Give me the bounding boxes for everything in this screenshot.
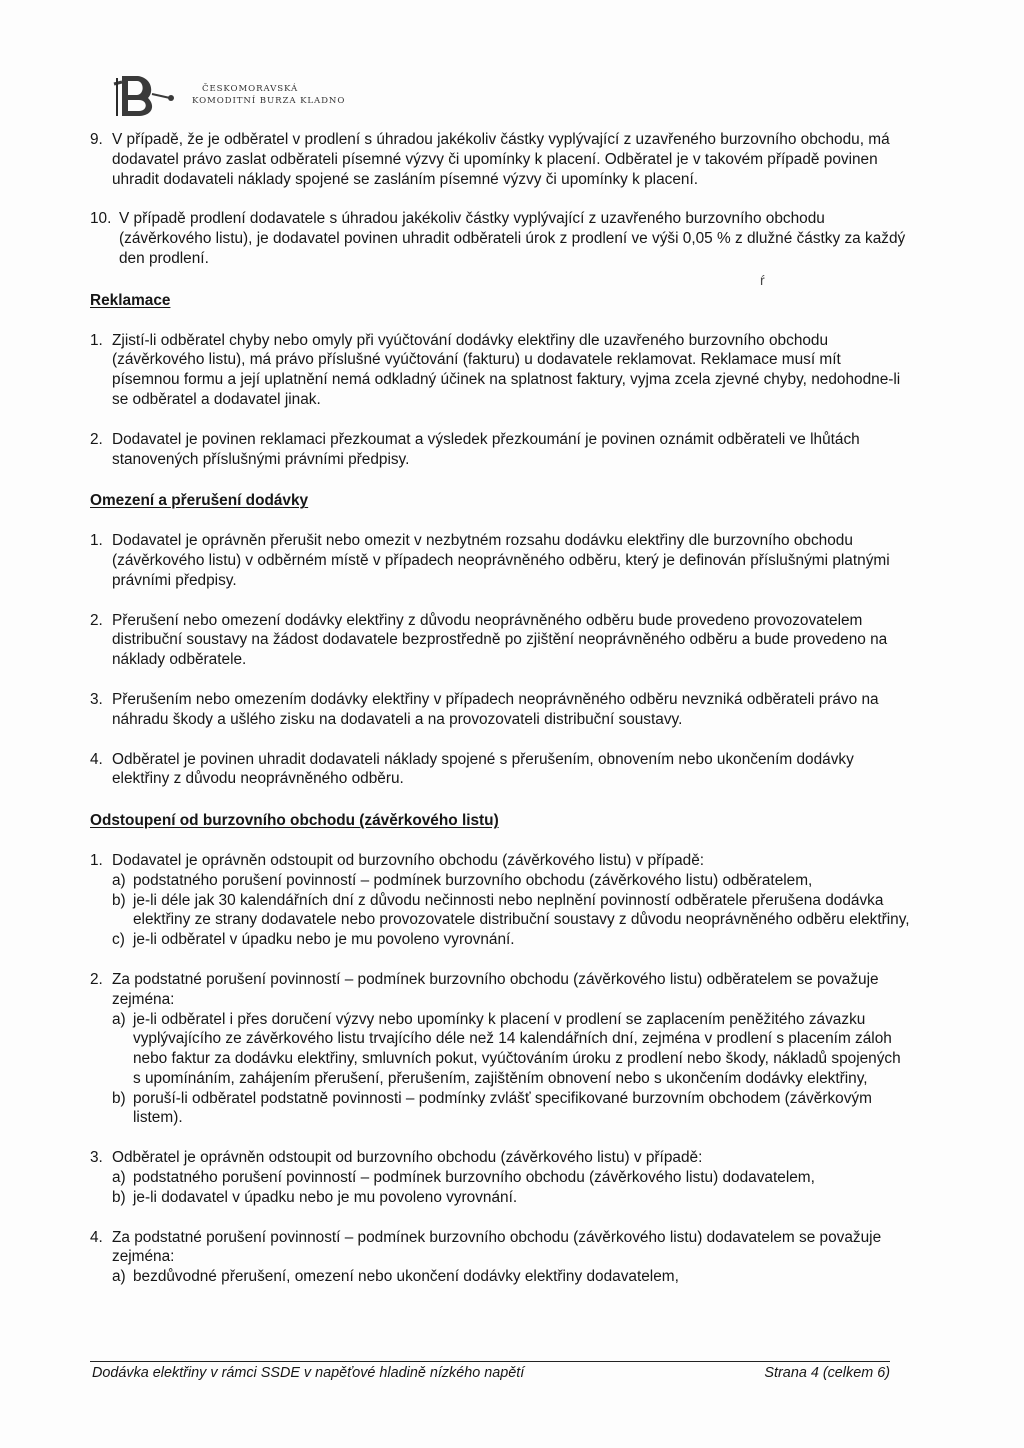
paragraph-number: 10. [90,210,112,228]
paragraph-text: V případě prodlení dodavatele s úhradou jakékoliv částky vyplývající z uzavřeného burzovního obchodu (závěrkového listu), je dodavatel povinen uhradit odběrateli úrok z prodlení ve výši 0,05 % z dlužné částky za každý den prodlení. [119,210,906,267]
omezeni-paragraph-3 [90,690,910,730]
list-text: je-li odběratel v úpadku nebo je mu povoleno vyrovnání. [133,931,515,949]
reklamace-paragraph-2 [90,430,910,470]
list-letter: b) [112,891,126,909]
paragraph-text: Odběratel je povinen uhradit dodavateli náklady spojené s přerušením, obnovením nebo ukončením dodávky elektřiny z důvodu neoprávněného odběru. [112,750,854,788]
list-item-a [112,871,910,891]
list-item-b [112,891,910,931]
list-item-a [112,1168,910,1188]
section-heading-omezeni: Omezení a přerušení dodávky [90,492,309,510]
list-item-b [112,1188,910,1208]
paragraph-text: Přerušení nebo omezení dodávky elektřiny z důvodu neoprávněného odběru bude provedeno provozovatelem distribuční soustavy na žádost dodavatele bezprostředně po zjištění neoprávněného odběru a bude provedeno na náklady odběratele. [112,611,888,669]
paragraph-text: Za podstatné porušení povinností – podmínek burzovního obchodu (závěrkového listu) odběratelem se považuje zejména: [112,970,879,1008]
paragraph-text: Zjistí-li odběratel chyby nebo omyly při vyúčtování dodávky elektřiny dle uzavřeného burzovního obchodu (závěrkového listu), má právo příslušné vyúčtování (fakturu) u dodavatele reklamovat. Reklamace musí mít písemnou formu a její uplatnění nemá odkladný účinek na splatnost faktury, vyjma zcela zjevné chyby, nedohodne-li se odběratel a dodavatel jinak. [112,331,901,408]
paragraph-text: Odběratel je oprávněn odstoupit od burzovního obchodu (závěrkového listu) v případě: [112,1149,703,1167]
list-text: podstatného porušení povinností – podmínek burzovního obchodu (závěrkového listu) odběratelem, [133,871,813,889]
paragraph-number: 3. [90,690,103,708]
paragraph-number: 2. [90,970,103,988]
paragraph-number: 1. [90,851,103,869]
section-heading-reklamace: Reklamace [90,291,171,309]
paragraph-text: V případě, že je odběratel v prodlení s úhradou jakékoliv částky vyplývající z uzavřeného burzovního obchodu, má dodavatel právo zaslat odběrateli písemné výzvy či upomínky k placení. Odběratel je v takovém případě povinen uhradit dodavateli náklady spojené se zasláním písemné výzvy či upomínky k placení. [112,131,890,188]
list-item-a [112,1267,910,1287]
list-text: je-li dodavatel v úpadku nebo je mu povoleno vyrovnání. [133,1188,518,1206]
paragraph-number: 9. [90,131,103,148]
list-text: poruší-li odběratel podstatně povinnosti – podmínky zvlášť specifikované burzovním obchodem (závěrkovým listem). [133,1089,872,1127]
paragraph-text: Přerušením nebo omezením dodávky elektřiny v případech neoprávněného odběru nevzniká odběrateli právo na náhradu škody a ušlého zisku na dodavateli a na provozovateli distribuční soustavy. [112,690,879,728]
paragraph-number: 4. [90,1228,103,1246]
list-letter: b) [112,1089,126,1107]
paragraph-number: 2. [90,611,103,629]
paragraph-number: 2. [90,430,103,448]
list-letter: a) [112,1010,126,1028]
list-letter: a) [112,1268,126,1286]
logo-line-2: KOMODITNÍ BURZA KLADNO [192,96,346,106]
paragraph-text: Dodavatel je povinen reklamaci přezkoumat a výsledek přezkoumání je povinen oznámit odběrateli ve lhůtách stanovených příslušnými právními předpisy. [112,430,860,468]
paragraph-text: Dodavatel je oprávněn odstoupit od burzovního obchodu (závěrkového listu) v případě: [112,851,705,869]
list-text: je-li déle jak 30 kalendářních dní z důvodu nečinnosti nebo neplnění povinností odběratele přerušena dodávka elektřiny ze strany dodavatele nebo provozovatele distribuční soustavy z důvodu neoprávněného odběru elektřiny, [133,891,910,929]
list-letter: a) [112,1169,126,1187]
list-letter: c) [112,931,125,949]
odstoupeni-paragraph-4 [90,1228,910,1287]
paragraph-text: Dodavatel je oprávněn přerušit nebo omezit v nezbytném rozsahu dodávku elektřiny dle burzovního obchodu (závěrkového listu) v odběrném místě v případech neoprávněného odběru, který je definován příslušnými platnými právními předpisy. [112,532,890,589]
odstoupeni-paragraph-2 [90,970,910,1128]
omezeni-paragraph-4 [90,750,910,790]
list-text: bezdůvodné přerušení, omezení nebo ukončení dodávky elektřiny dodavatelem, [133,1268,679,1286]
list-text: je-li odběratel i přes doručení výzvy nebo upomínky k placení v prodlení se zaplacením peněžitého závazku vyplývajícího ze závěrkového listu trvajícího déle než 14 kalendářních dní, zejména v prodlení s placením záloh nebo faktur za dodávku elektřiny, smluvních pokut, vyúčtováním úroku z prodlení nebo škody, nákladů spojených s upomínáním, zahájením přerušení, přerušením, zajištěním obnovení nebo s ukončením dodávky elektřiny, [133,1010,901,1087]
document-body [90,130,910,1287]
section-heading-odstoupeni: Odstoupení od burzovního obchodu (závěrkového listu) [90,812,499,830]
paragraph-text: Za podstatné porušení povinností – podmínek burzovního obchodu (závěrkového listu) dodavatelem se považuje zejména: [112,1228,882,1266]
list-letter: a) [112,871,126,889]
list-item-c [112,930,910,950]
footer-document-title: Dodávka elektřiny v rámci SSDE v napěťové hladině nízkého napětí [92,1365,525,1381]
paragraph-9 [90,130,910,189]
odstoupeni-paragraph-3 [90,1148,910,1207]
footer-page-number: Strana 4 (celkem 6) [764,1365,890,1381]
list-item-b [112,1089,910,1129]
logo-line-1: ČESKOMORAVSKÁ [202,84,299,94]
exchange-logo [108,70,368,118]
paragraph-number: 4. [90,750,103,768]
paragraph-number: 1. [90,331,103,349]
list-text: podstatného porušení povinností – podmínek burzovního obchodu (závěrkového listu) dodavatelem, [133,1169,815,1187]
list-letter: b) [112,1188,126,1206]
omezeni-paragraph-2 [90,611,910,670]
odstoupeni-paragraph-1 [90,851,910,950]
list-item-a [112,1010,910,1089]
b-monogram-icon [108,70,188,120]
footer-divider [90,1361,890,1362]
reklamace-paragraph-1 [90,331,910,410]
paragraph-10 [90,209,910,268]
paragraph-number: 3. [90,1149,103,1167]
logo-text [192,83,345,107]
paragraph-number: 1. [90,532,103,550]
stray-mark: ŕ [760,272,765,288]
omezeni-paragraph-1 [90,531,910,590]
